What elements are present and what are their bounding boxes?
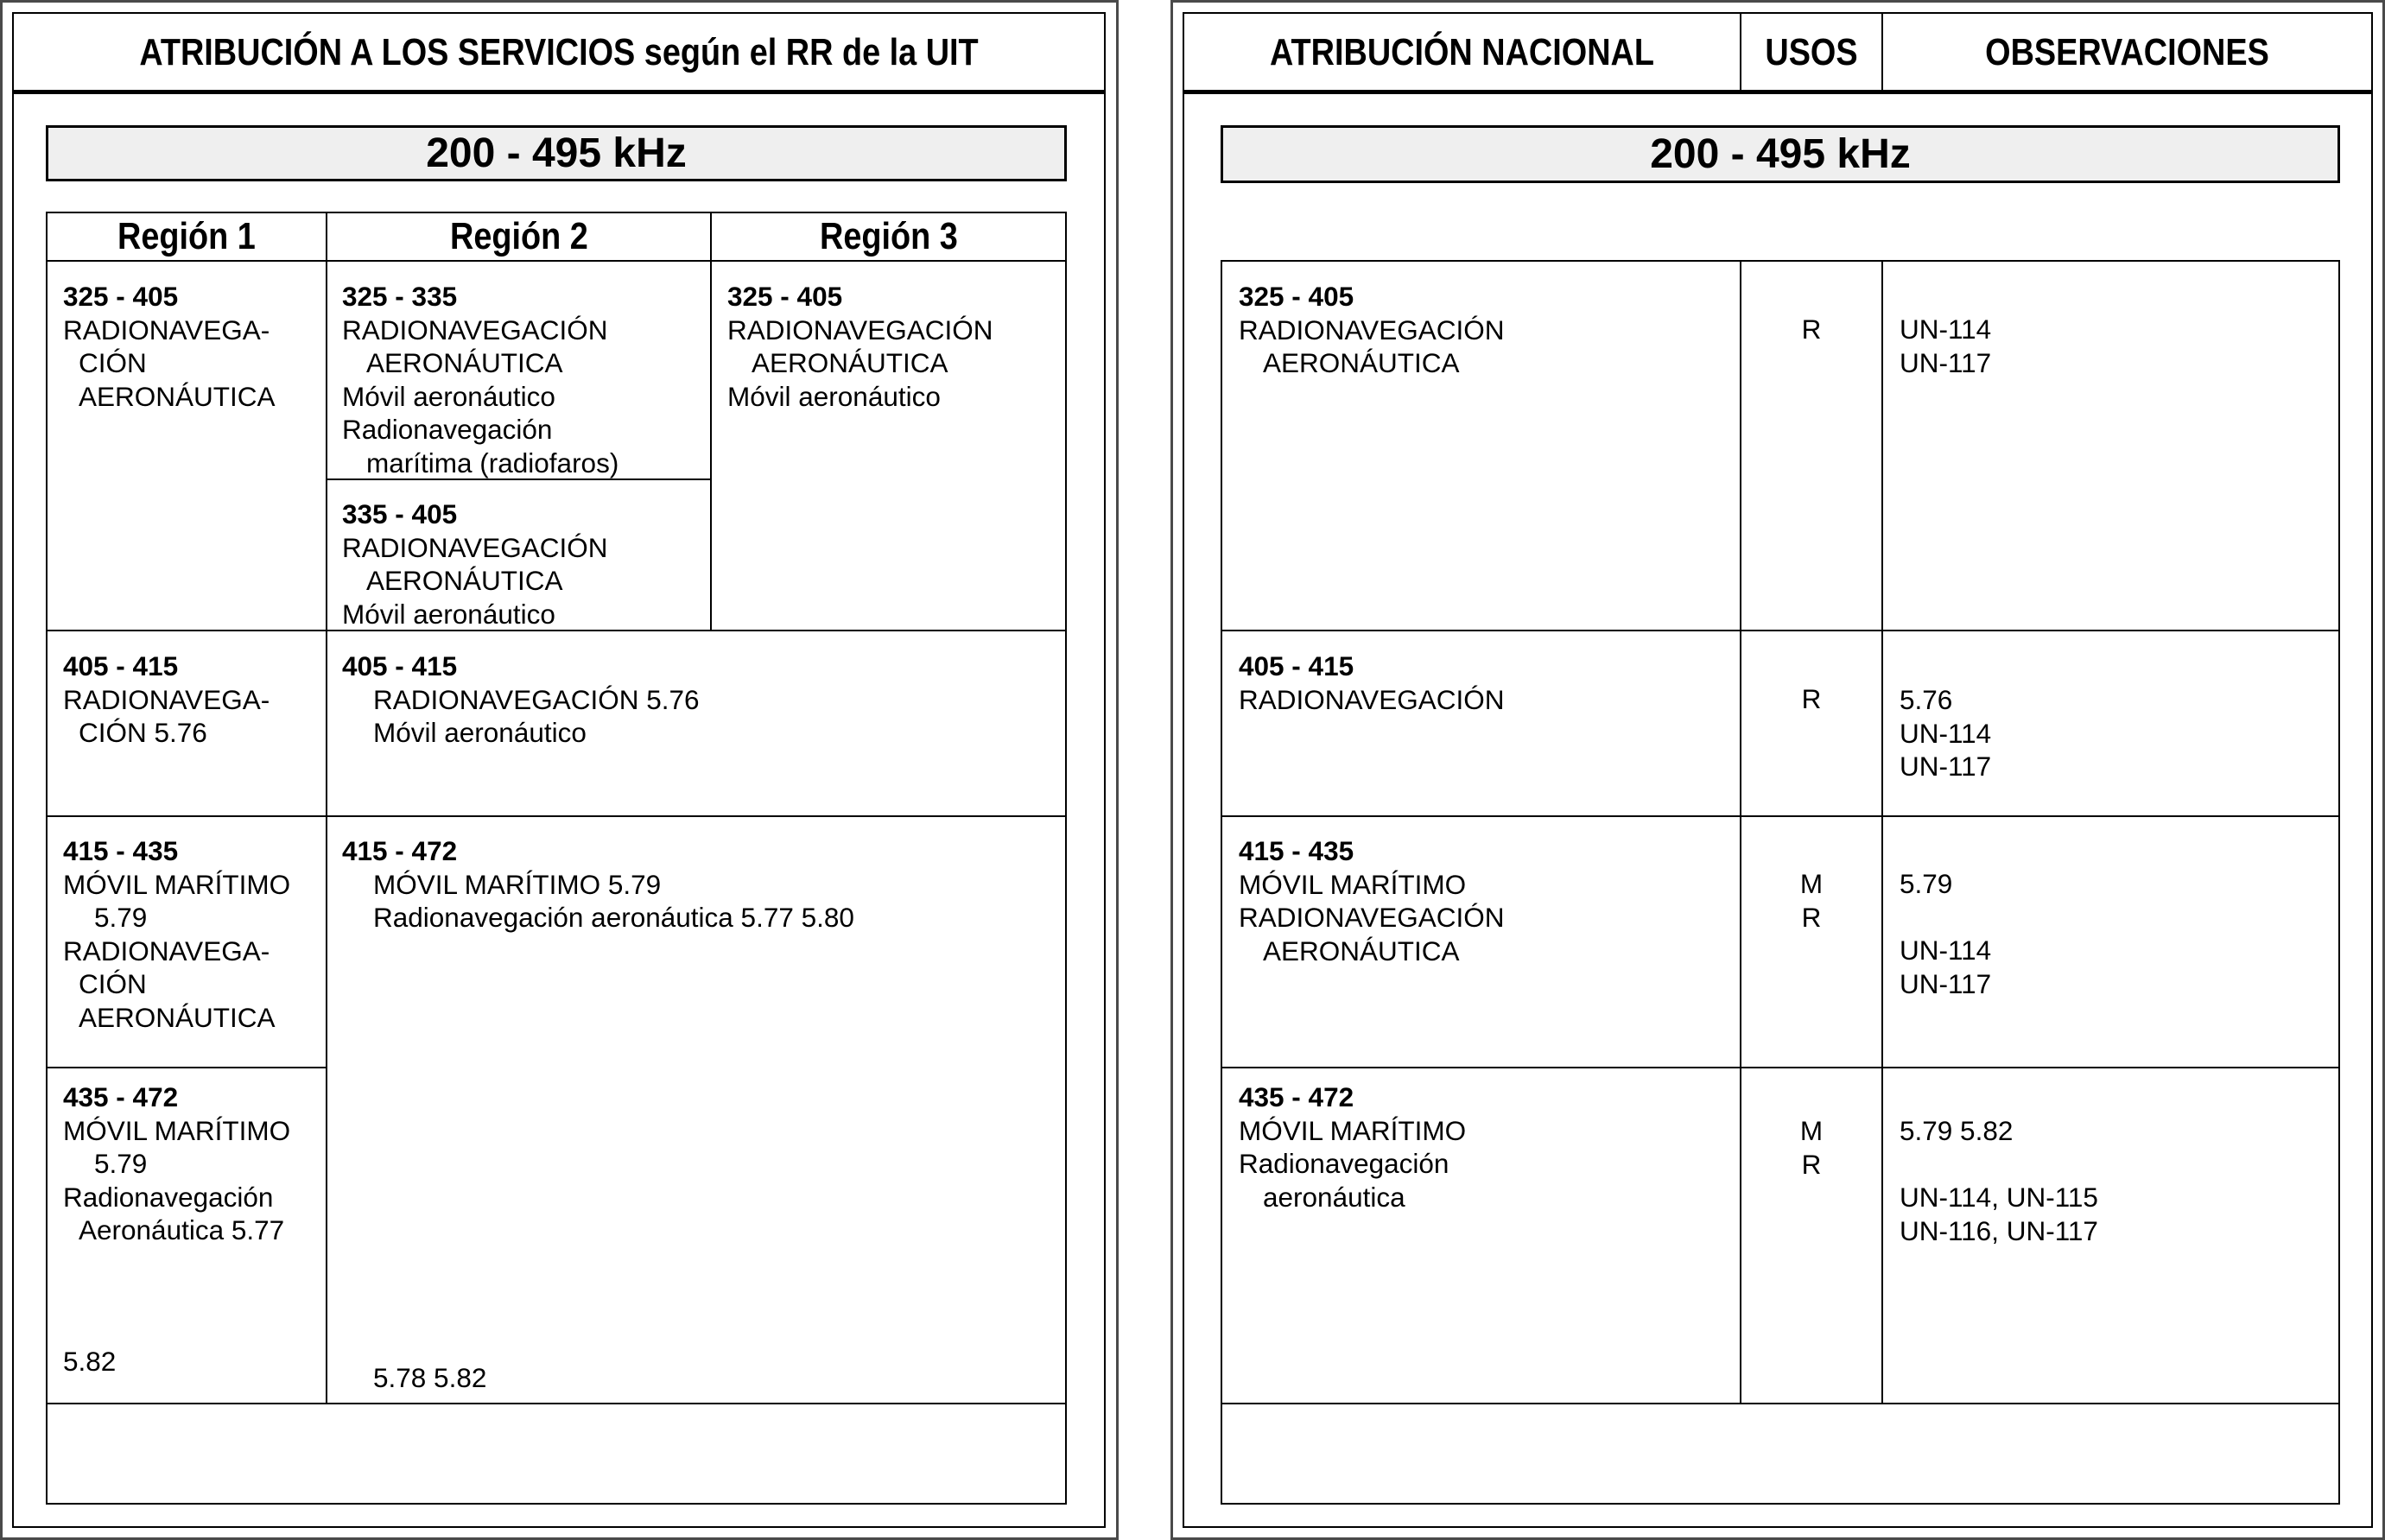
right-band-title: 200 - 495 kHz [1221, 125, 2340, 183]
region-3-header: Región 3 [819, 215, 958, 257]
r1-rule-435 [46, 1067, 327, 1068]
region-2-header: Región 2 [449, 215, 588, 257]
obs-cell-405-415-list: 5.76 UN-114 UN-117 [1900, 684, 1992, 782]
header-observaciones: OBSERVACIONES [1985, 31, 2269, 73]
usos-cell-325-405: R [1801, 314, 1822, 345]
r3-cell-325-405: 325 - 405 RADIONAVEGACIÓN AERONÁUTICA Móvil aeronáutico [727, 281, 993, 412]
r1-cell-415-435: 415 - 435 MÓVIL MARÍTIMO 5.79 RADIONAVEGA- CIÓN AERONÁUTICA [63, 835, 291, 1033]
left-header-rule [14, 90, 1104, 94]
r1-footnote-435-472: 5.82 [63, 1346, 117, 1377]
usos-cell-405-415: R [1801, 683, 1822, 714]
r23-cell-415-472: 415 - 472 MÓVIL MARÍTIMO 5.79 Radionavegación aeronáutica 5.77 5.80 [342, 835, 854, 933]
nat-cell-405-415: 405 - 415 RADIONAVEGACIÓN [1239, 650, 1505, 715]
left-region-header-rule [46, 260, 1067, 262]
right-table-left [1221, 260, 1222, 1505]
nat-cell-435-472: 435 - 472 MÓVIL MARÍTIMO Radionavegación aeronáutica [1239, 1081, 1467, 1213]
obs-cell-415-435: 5.79 UN-114 UN-117 [1900, 868, 1992, 999]
r23-divider [710, 212, 712, 631]
right-row-rule-435 [1221, 1067, 2340, 1068]
right-col-div-1 [1740, 260, 1741, 1404]
nat-cell-325-405: 325 - 405 RADIONAVEGACIÓN AERONÁUTICA [1239, 281, 1505, 378]
obs-cell-435-472: 5.79 5.82 UN-114, UN-115 UN-116, UN-117 [1900, 1115, 2098, 1246]
row-rule-415 [46, 815, 1067, 817]
left-table-right [1065, 212, 1067, 1505]
right-header-rule [1184, 90, 2371, 94]
nat-cell-415-435: 415 - 435 MÓVIL MARÍTIMO RADIONAVEGACIÓN AERONÁUTICA [1239, 835, 1505, 966]
right-col-div-2 [1881, 260, 1883, 1404]
usos-cell-415-435: M R [1799, 868, 1824, 933]
right-row-rule-472 [1221, 1403, 2340, 1404]
right-header-div-1 [1740, 14, 1741, 92]
left-table-left [46, 212, 48, 1505]
r1-cell-325-405: 325 - 405 RADIONAVEGA- CIÓN AERONÁUTICA [63, 281, 276, 412]
right-table-bottom [1221, 1503, 2340, 1505]
region-1-header: Región 1 [117, 215, 256, 257]
r1-cell-435-472: 435 - 472 MÓVIL MARÍTIMO 5.79 Radionavegación Aeronáutica 5.77 [63, 1081, 291, 1245]
right-inner-frame [1183, 12, 2373, 1528]
r23-cell-405-415: 405 - 415 RADIONAVEGACIÓN 5.76 Móvil aeronáutico [342, 650, 700, 748]
usos-cell-435-472: M R [1799, 1115, 1824, 1180]
r2-cell-335-405: 335 - 405 RADIONAVEGACIÓN AERONÁUTICA Móvil aeronáutico [342, 498, 608, 630]
header-usos: USOS [1765, 31, 1858, 73]
right-row-rule-415 [1221, 815, 2340, 817]
header-atribucion-nacional: ATRIBUCIÓN NACIONAL [1270, 31, 1654, 73]
left-table-bottom [46, 1503, 1067, 1505]
right-table-top [1221, 260, 2340, 262]
right-row-rule-405 [1221, 630, 2340, 631]
right-header-div-2 [1881, 14, 1883, 92]
r1-divider [326, 212, 327, 1404]
r1-cell-405-415: 405 - 415 RADIONAVEGA- CIÓN 5.76 [63, 650, 270, 748]
row-rule-472 [46, 1403, 1067, 1404]
left-header-title: ATRIBUCIÓN A LOS SERVICIOS según el RR de la UIT [139, 31, 979, 73]
left-band-title: 200 - 495 kHz [46, 125, 1067, 181]
r2-cell-325-335: 325 - 335 RADIONAVEGACIÓN AERONÁUTICA Móvil aeronáutico Radionavegación marítima (radiofaros) [342, 281, 619, 478]
obs-cell-325-405: UN-114 UN-117 [1900, 314, 1992, 378]
right-table-right [2338, 260, 2340, 1505]
r23-footnote-415-472: 5.78 5.82 [373, 1362, 487, 1393]
